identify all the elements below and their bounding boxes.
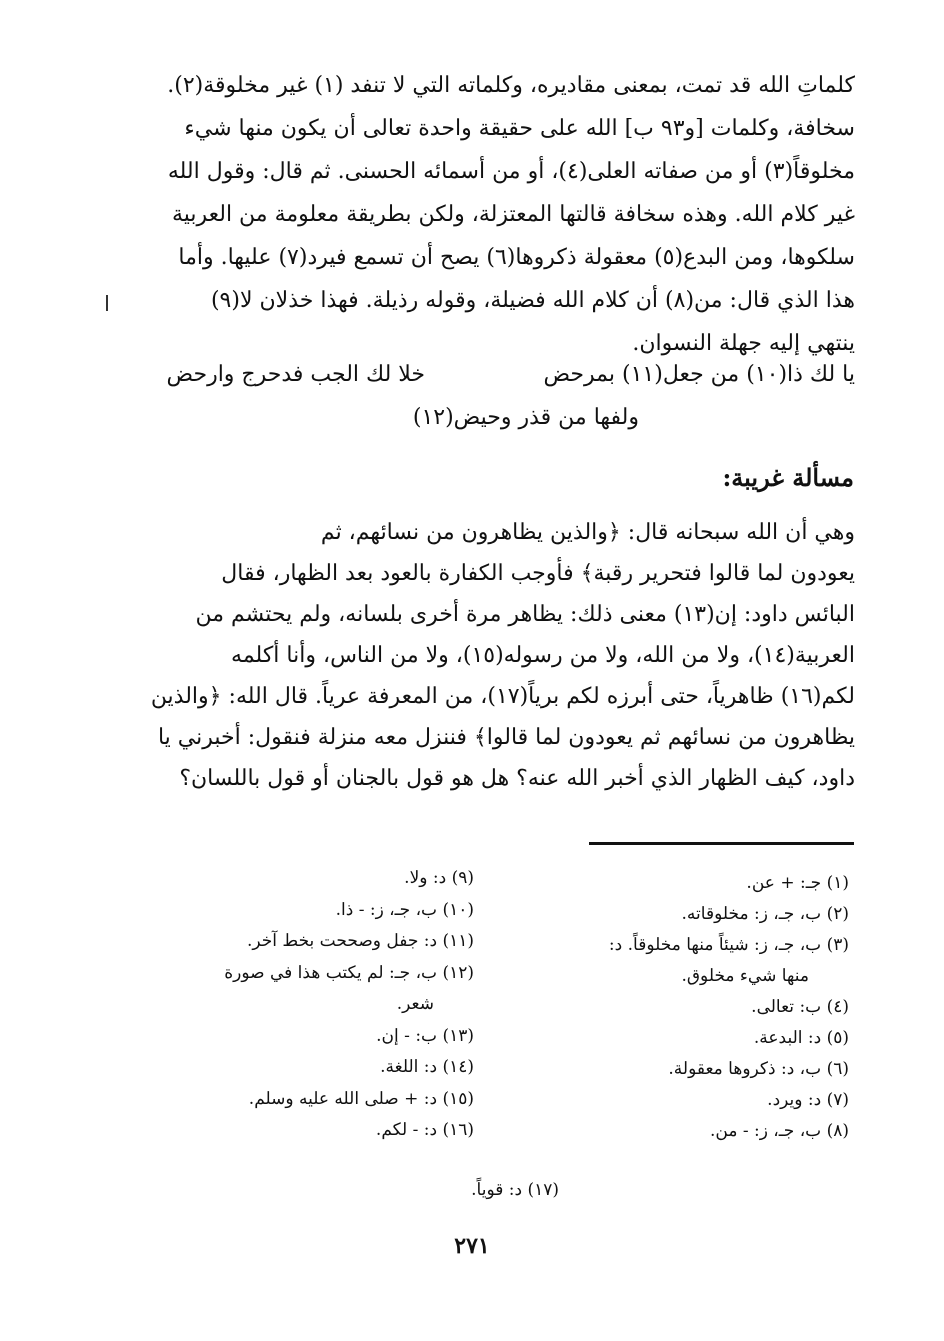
- text-line: سخافة، وكلمات [و٩٣ ب] الله على حقيقة واحدة تعالى أن يكون منها شيء: [184, 116, 855, 141]
- footnotes-left-column: [144, 863, 474, 1147]
- text-line: كلماتِ الله قد تمت، بمعنى مقاديره، وكلماته التي لا تنفد (١) غير مخلوقة(٢).: [167, 73, 855, 98]
- text-line: البائس داود: إن(١٣) معنى ذلك: يظاهر مرة أخرى بلسانه، ولم يحتشم من: [195, 602, 855, 627]
- footnote: (١١) د: جفل وصححت بخط آخر.: [247, 931, 474, 951]
- margin-mark: [106, 295, 108, 311]
- page-number: ٢٧١: [454, 1233, 490, 1259]
- text-line: لكم(١٦) ظاهرياً، حتى أبرزه لكم برياً(١٧)، من المعرفة عرياً. قال الله: ﴿والذين: [150, 684, 855, 709]
- text-line: مخلوقاً(٣) أو من صفاته العلى(٤)، أو من أسمائه الحسنى. ثم قال: وقول الله: [167, 159, 855, 184]
- footnote: (١٢) ب، جـ: لم يكتب هذا في صورة: [224, 962, 474, 983]
- footnote: (١٠) ب، جـ، ز: - ذا.: [335, 899, 474, 920]
- poem-verse-1: [140, 362, 855, 402]
- footnote: (٧) د: ويرد.: [767, 1090, 849, 1110]
- footnote-continuation: منها شيء مخلوق.: [681, 966, 809, 986]
- text-line: غير كلام الله. وهذه سخافة قالتها المعتزلة، ولكن بطريقة معلومة من العربية: [171, 202, 855, 227]
- footnote: (٤) ب: تعالى.: [751, 997, 849, 1017]
- footnote: (١) جـ: + عن.: [746, 873, 849, 893]
- poem-verse-2: ولفها من قذر وحيض(١٢): [412, 405, 639, 430]
- text-line: هذا الذي قال: من(٨) أن كلام الله فضيلة، وقوله رذيلة. فهذا خذلان لا(٩): [210, 288, 855, 313]
- poem-hemistich-second: خلا لك الجب فدحرج وارحض: [166, 362, 425, 387]
- section-heading: مسألة غريبة:: [722, 463, 854, 492]
- footnotes-right-column: [519, 868, 849, 1147]
- footnote: (٥) د: البدعة.: [753, 1028, 849, 1048]
- text-line: يعودون لما قالوا فتحرير رقبة﴾ فأوجب الكفارة بالعود بعد الظهار، فقال: [221, 561, 855, 586]
- footnote: (١٣) ب: - إن.: [376, 1025, 474, 1046]
- footnote: (١٥) د: + صلى الله عليه وسلم.: [248, 1088, 474, 1109]
- text-line: سلكوها، ومن البدع(٥) معقولة ذكروها(٦) يصح أن تسمع فيرد(٧) عليها. وأما: [178, 245, 855, 270]
- text-line: ينتهي إليه جهلة النسوان.: [632, 331, 855, 356]
- footnote: (٦) ب، د: ذكروها معقولة.: [668, 1059, 849, 1079]
- footnote: (١٧) د: قوياً.: [471, 1180, 559, 1200]
- text-line: داود، كيف الظهار الذي أخبر الله عنه؟ هل هو قول بالجنان أو قول باللسان؟: [179, 766, 855, 791]
- footnote: (٣) ب، جـ، ز: شيئاً منها مخلوقاً. د:: [608, 935, 849, 955]
- text-line: وهي أن الله سبحانه قال: ﴿والذين يظاهرون من نسائهم، ثم: [320, 520, 855, 545]
- footnote: (٢) ب، جـ، ز: مخلوقاته.: [681, 904, 849, 924]
- footnote: (٨) ب، جـ، ز: - من.: [709, 1121, 849, 1141]
- main-paragraph: [140, 64, 855, 365]
- footnote: (١٤) د: اللغة.: [380, 1057, 474, 1077]
- section-paragraph: [140, 512, 855, 799]
- poem-hemistich-first: يا لك ذا(١٠) من جعل(١١) بمرحض: [543, 362, 855, 387]
- footnote-separator: [589, 842, 854, 845]
- text-line: العربية(١٤)، ولا من الله، ولا من رسوله(١٥)، ولا من الناس، وأنا أكلمه: [231, 643, 855, 668]
- footnote: (١٦) د: - لكم.: [375, 1120, 474, 1140]
- text-line: يظاهرون من نسائهم ثم يعودون لما قالوا﴾ فننزل معه منزلة فنقول: أخبرني يا: [157, 725, 855, 750]
- footnote-continuation: شعر.: [396, 994, 434, 1014]
- footnote: (٩) د: ولا.: [404, 868, 474, 888]
